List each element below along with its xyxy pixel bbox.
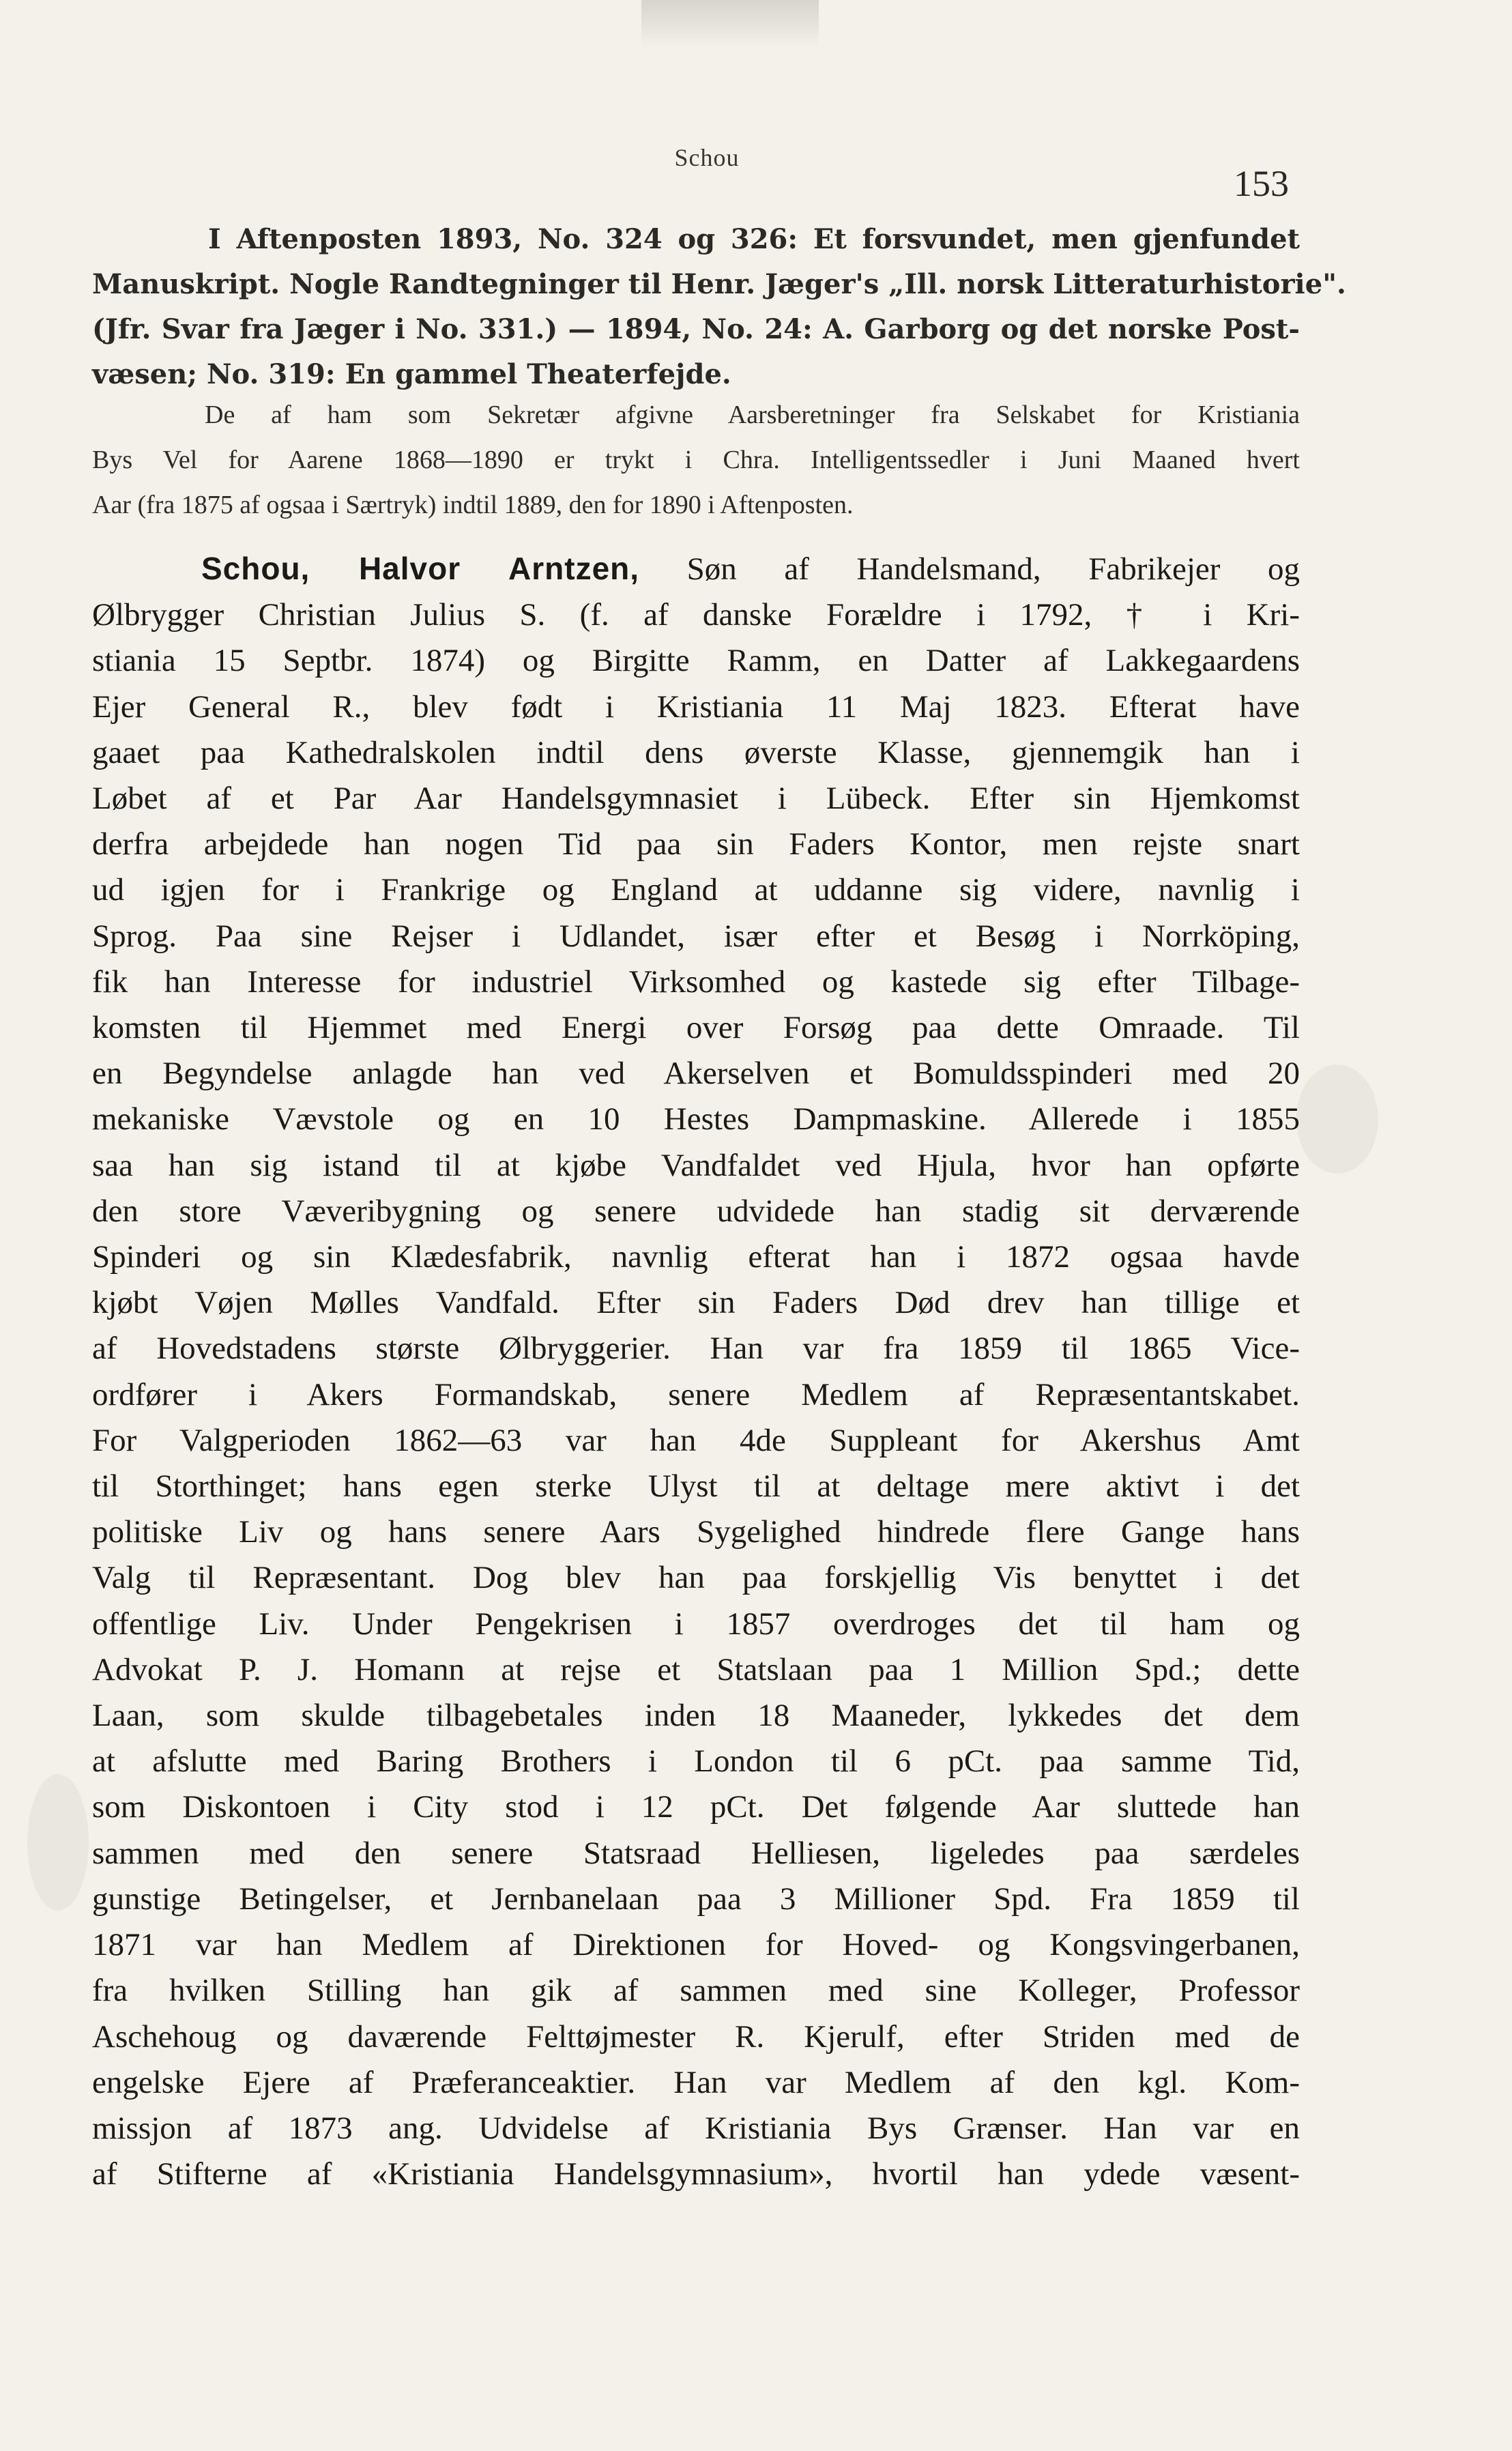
text-line: De af ham som Sekretær afgivne Aarsberetninger fra Selskabet for Kristiania (205, 401, 1300, 429)
text-line: mekaniske Vævstole og en 10 Hestes Dampmaskine. Allerede i 1855 (92, 1101, 1300, 1137)
biography-entry (92, 546, 1300, 2197)
text-line: sammen med den senere Statsraad Helliesen, ligeledes paa særdeles (92, 1835, 1300, 1871)
biography-first-line (92, 546, 1300, 592)
text-line: kjøbt Vøjen Mølles Vandfald. Efter sin Faders Død drev han tillige et (92, 1285, 1300, 1321)
text-line: til Storthinget; hans egen sterke Ulyst til at deltage mere aktivt i det (92, 1468, 1300, 1505)
bibliography-fraktur-paragraph (92, 217, 1346, 397)
running-head: Schou (674, 144, 740, 171)
text-line: Ejer General R., blev født i Kristiania 11 Maj 1823. Efterat have (92, 688, 1300, 725)
text-line: (Jfr. Svar fra Jæger i No. 331.) — 1894, No. 24: A. Garborg og det norske Post- (92, 313, 1300, 345)
entry-heading-name: Schou, Halvor Arntzen, (201, 551, 640, 586)
text-line: Løbet af et Par Aar Handelsgymnasiet i Lübeck. Efter sin Hjemkomst (92, 781, 1300, 817)
text-line: Bys Vel for Aarene 1868—1890 er trykt i Chra. Intelligentssedler i Juni Maaned hvert (92, 446, 1300, 474)
text-line: ordfører i Akers Formandskab, senere Medlem af Repræsentantskabet. (92, 1376, 1300, 1412)
text-line: af Stifterne af «Kristiania Handelsgymnasium», hvortil han ydede væsent- (92, 2156, 1300, 2192)
text-line: Sprog. Paa sine Rejser i Udlandet, især efter et Besøg i Norrköping, (92, 918, 1300, 954)
text-line: gunstige Betingelser, et Jernbanelaan paa 3 Millioner Spd. Fra 1859 til (92, 1881, 1300, 1917)
text-line: derfra arbejdede han nogen Tid paa sin Faders Kontor, men rejste snart (92, 826, 1300, 862)
text-line: Aar (fra 1875 af ogsaa i Særtryk) indtil 1889, den for 1890 i Aftenposten. (92, 491, 854, 519)
text-line: politiske Liv og hans senere Aars Sygelighed hindrede flere Gange hans (92, 1514, 1300, 1550)
text-line: offentlige Liv. Under Pengekrisen i 1857 overdroges det til ham og (92, 1606, 1300, 1642)
text-line: ud igjen for i Frankrige og England at uddanne sig videre, navnlig i (92, 872, 1300, 908)
text-line: missjon af 1873 ang. Udvidelse af Kristiania Bys Grænser. Han var en (92, 2110, 1300, 2146)
text-line: Valg til Repræsentant. Dog blev han paa forskjellig Vis benyttet i det (92, 1560, 1300, 1596)
text-line: Advokat P. J. Homann at rejse et Statslaan paa 1 Million Spd.; dette (92, 1651, 1300, 1687)
paper-stain (27, 1774, 89, 1911)
text-line: komsten til Hjemmet med Energi over Forsøg paa dette Omraade. Til (92, 1010, 1300, 1046)
text-line: engelske Ejere af Præferanceaktier. Han var Medlem af den kgl. Kom- (92, 2064, 1300, 2100)
text-line: Ølbrygger Christian Julius S. (f. af danske Forældre i 1792, † i Kri- (92, 597, 1300, 633)
text-line-rest: Søn af Handelsmand, Fabrikejer og (686, 551, 1300, 587)
text-line: at afslutte med Baring Brothers i London til 6 pCt. paa samme Tid, (92, 1743, 1300, 1780)
text-line: fik han Interesse for industriel Virksomhed og kastede sig efter Tilbage- (92, 963, 1300, 1000)
text-line: saa han sig istand til at kjøbe Vandfaldet ved Hjula, hvor han opførte (92, 1147, 1300, 1183)
text-line: stiania 15 Septbr. 1874) og Birgitte Ramm, en Datter af Lakkegaardens (92, 643, 1300, 679)
text-line: 1871 var han Medlem af Direktionen for Hoved- og Kongsvingerbanen, (92, 1927, 1300, 1963)
text-line: af Hovedstadens største Ølbryggerier. Han var fra 1859 til 1865 Vice- (92, 1331, 1300, 1367)
bibliography-note-paragraph (92, 392, 1300, 527)
text-line: som Diskontoen i City stod i 12 pCt. Det følgende Aar sluttede han (92, 1789, 1300, 1825)
text-line: den store Væveribygning og senere udvidede han stadig sit derværende (92, 1193, 1300, 1229)
text-line: Manuskript. Nogle Randtegninger til Henr. Jæger's „Ill. norsk Litteraturhistorie". (92, 268, 1346, 300)
print-bleed (641, 0, 819, 48)
text-line: I Aftenposten 1893, No. 324 og 326: Et forsvundet, men gjenfundet (208, 223, 1300, 255)
page-number: 153 (1234, 163, 1289, 204)
text-line: Aschehoug og daværende Felttøjmester R. Kjerulf, efter Striden med de (92, 2018, 1300, 2055)
text-line: en Begyndelse anlagde han ved Akerselven et Bomuldsspinderi med 20 (92, 1056, 1300, 1092)
text-line: fra hvilken Stilling han gik af sammen med sine Kolleger, Professor (92, 1973, 1300, 2009)
text-line: For Valgperioden 1862—63 var han 4de Suppleant for Akershus Amt (92, 1422, 1300, 1458)
text-line: gaaet paa Kathedralskolen indtil dens øverste Klasse, gjennemgik han i (92, 734, 1300, 770)
text-line: Spinderi og sin Klædesfabrik, navnlig efterat han i 1872 ogsaa havde (92, 1239, 1300, 1275)
paper-stain (1296, 1064, 1378, 1174)
text-line: Laan, som skulde tilbagebetales inden 18 Maaneder, lykkedes det dem (92, 1698, 1300, 1734)
text-line: væsen; No. 319: En gammel Theaterfejde. (92, 358, 731, 390)
